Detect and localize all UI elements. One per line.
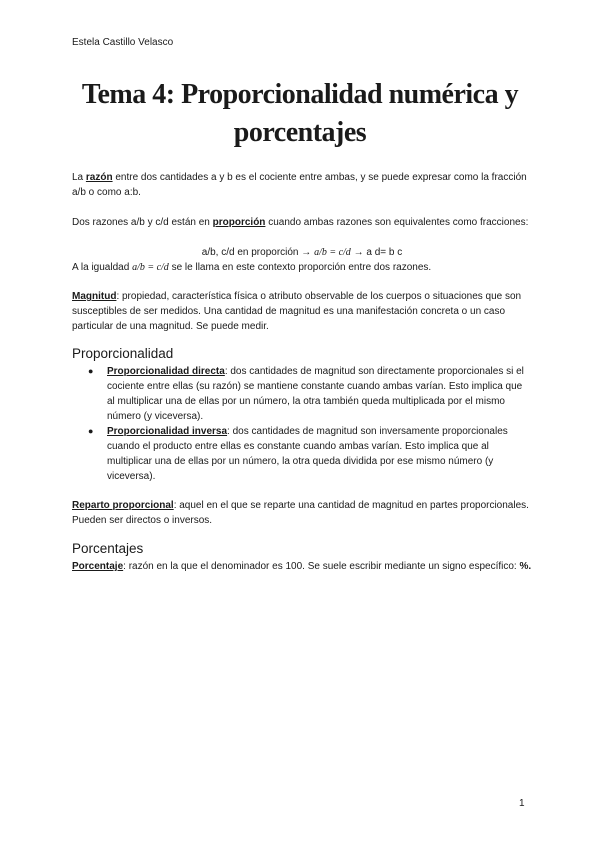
bullet-icon: ● xyxy=(88,366,94,376)
proporcion-pre: Dos razones a/b y c/d están en xyxy=(72,217,213,228)
percent-symbol: %. xyxy=(519,561,532,572)
proporcionalidad-list xyxy=(72,364,532,484)
igualdad-paragraph xyxy=(72,260,532,275)
razon-pre: La xyxy=(72,172,86,183)
razon-paragraph xyxy=(72,170,532,200)
inversa-text: : dos cantidades de magnitud son inversamente proporcionales cuando el producto entre ellas es constante cuando ambas varían. Esto implica que al multiplicar una de ellas por un número, la otra queda dividida por ese mismo número (y viceversa). xyxy=(107,426,508,482)
page-number: 1 xyxy=(519,798,525,809)
porcentaje-text: : razón en la que el denominador es 100. Se suele escribir mediante un signo específico: xyxy=(123,561,520,572)
porcentaje-paragraph xyxy=(72,559,532,574)
directa-text: : dos cantidades de magnitud son directamente proporcionales si el cociente entre ellas (su razón) se mantiene constante cuando ambas varían. Esto implica que al multiplicar una de ellas por un número, la otra también queda multiplicada por el mismo número (y viceversa). xyxy=(107,366,524,422)
reparto-paragraph xyxy=(72,498,532,528)
title-line-1: Tema 4: Proporcionalidad numérica y xyxy=(81,79,519,110)
formula-pre: a/b, c/d en proporción → xyxy=(201,247,315,258)
proporcion-term: proporción xyxy=(212,217,266,228)
magnitud-term: Magnitud xyxy=(72,291,117,302)
razon-term: razón xyxy=(85,172,113,183)
proporcion-formula xyxy=(72,245,532,260)
heading-porcentajes: Porcentajes xyxy=(72,541,144,556)
magnitud-text: : propiedad, característica física o atributo observable de los cuerpos o situaciones que son susceptibles de ser medidos. Una cantidad de magnitud es una manifestación concreta o un caso particular de una magnitud. Se puede medir. xyxy=(72,291,522,332)
proporcion-paragraph xyxy=(72,215,532,230)
title-line-2: porcentajes xyxy=(233,117,367,148)
proporcion-text: cuando ambas razones son equivalentes como fracciones: xyxy=(265,217,529,228)
igualdad-post: se le llama en este contexto proporción entre dos razones. xyxy=(168,262,432,273)
author-name: Estela Castillo Velasco xyxy=(72,37,174,48)
reparto-term: Reparto proporcional xyxy=(72,500,174,511)
reparto-text: : aquel en el que se reparte una cantidad de magnitud en partes proporcionales. Pueden ser directos o inversos. xyxy=(72,500,529,526)
bullet-icon: ● xyxy=(88,426,94,436)
razon-text: entre dos cantidades a y b es el cociente entre ambas, y se puede expresar como la fracción a/b o como a:b. xyxy=(72,172,527,198)
directa-term: Proporcionalidad directa xyxy=(107,366,225,377)
igualdad-pre: A la igualdad xyxy=(72,262,133,273)
list-item xyxy=(72,424,532,484)
list-item xyxy=(72,364,532,424)
magnitud-paragraph xyxy=(72,289,532,334)
page-title xyxy=(60,76,540,152)
porcentaje-term: Porcentaje xyxy=(72,561,124,572)
inversa-term: Proporcionalidad inversa xyxy=(107,426,228,437)
igualdad-equation: a/b = c/d xyxy=(132,262,169,273)
heading-proporcionalidad: Proporcionalidad xyxy=(72,346,174,361)
formula-equation: a/b = c/d xyxy=(314,247,351,258)
formula-post: → a d= b c xyxy=(350,247,403,258)
